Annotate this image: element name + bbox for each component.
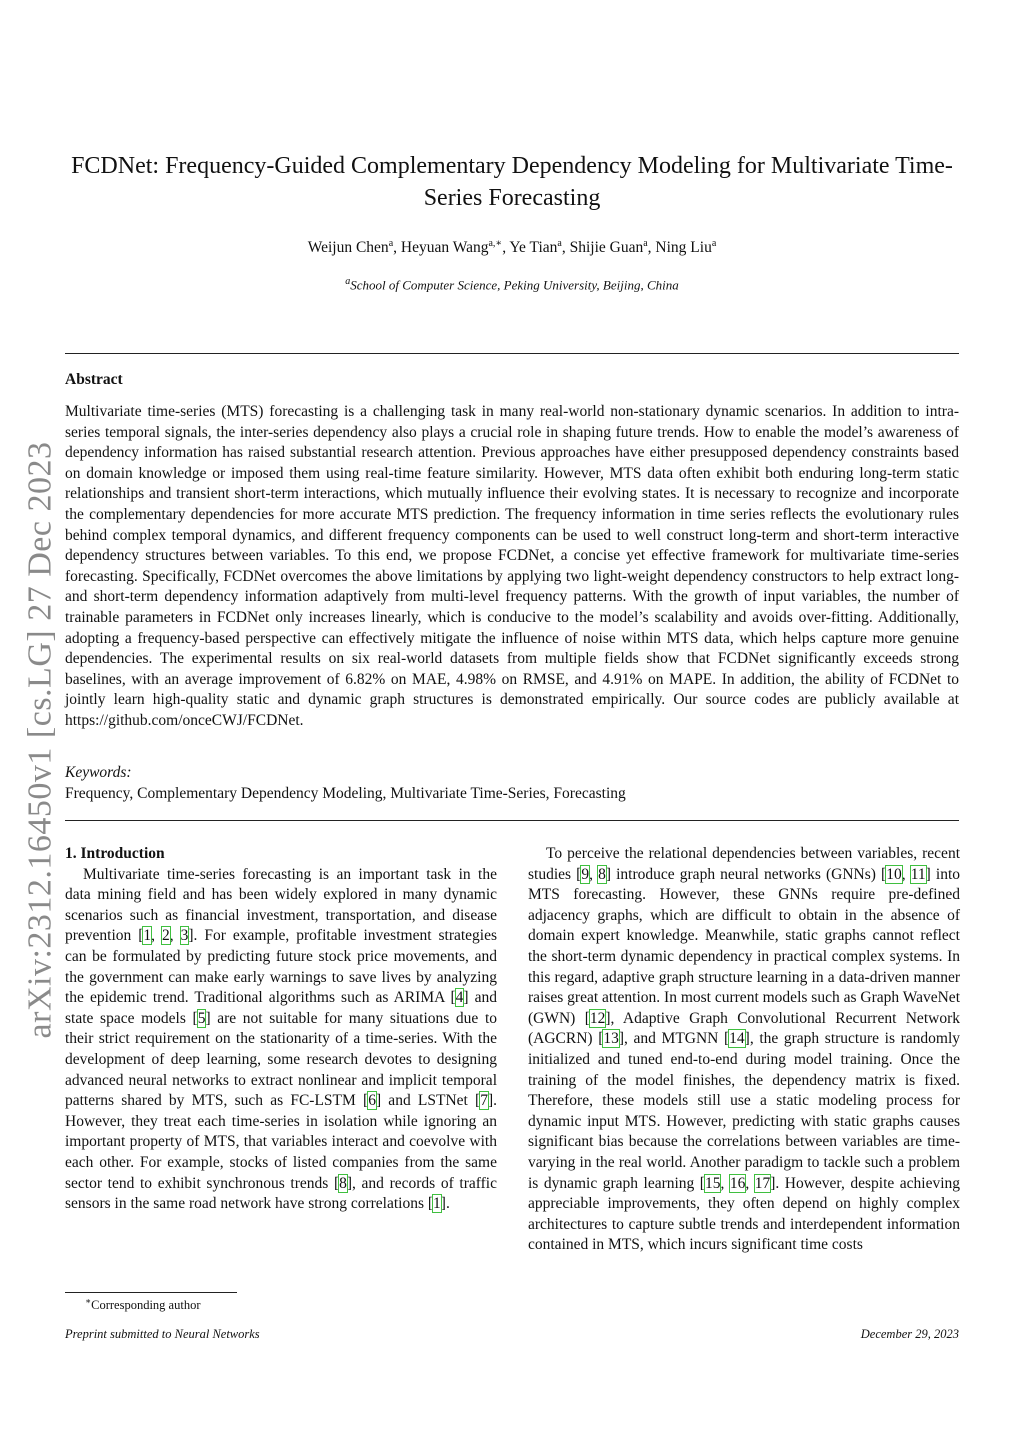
footer-journal: Preprint submitted to Neural Networks	[65, 1327, 260, 1341]
author-affiliation-marker: a	[643, 238, 648, 249]
citation-link[interactable]: 9	[581, 865, 590, 883]
citation-link[interactable]: 5	[197, 1009, 206, 1027]
intro-paragraph-left: Multivariate time-series forecasting is an important task in the data mining field and has been widely explored in many dynamic scenarios such as financial investment, transportation, and disease prevention [1, 2, 3]. For example, profitable investment strategies can be formulated by predicting future stock price movements, and the government can make early warnings to save lives by analyzing the epidemic trend. Traditional algorithms such as ARIMA [4] and state space models [5] are not suitable for many situations due to their strict requirement on the stationarity of a time-series. With the development of deep learning, some research devotes to designing advanced neural networks to extract nonlinear and implicit temporal patterns shared by MTS, such as FC-LSTM [6] and LSTNet [7]. However, they treat each time-series in isolation while ignoring an important property of MTS, that variables interact and coevolve with each other. For example, stocks of listed companies from the same sector tend to exhibit synchronous trends [8], and records of traffic sensors in the same road network have strong correlations [1].	[65, 865, 498, 1213]
author-affiliation-marker: a	[388, 238, 394, 249]
citation-link[interactable]: 14	[729, 1030, 745, 1048]
abstract-text: Multivariate time-series (MTS) forecasting is a challenging task in many real-world non-stationary dynamic scenarios. In addition to intra-series temporal signals, the inter-series dependency also plays a crucial role in shaping future trends. How to enable the model’s awareness of dependency information has raised substantial research attention. Previous approaches have either presupposed dependency constraints based on domain knowledge or imposed them using real-time feature similarity. However, MTS data often exhibit both enduring long-term static relationships and transient short-term interactions, which mutually influence their evolving states. It is necessary to recognize and incorporate the complementary dependencies for more accurate MTS prediction. The frequency information in time series reflects the evolutionary rules behind complex temporal dynamics, and different frequency components can be used to well construct long-term and short-term interactive dependency structures between variables. To this end, we propose FCDNet, a concise yet effective framework for multivariate time-series forecasting. Specifically, FCDNet overcomes the above limitations by applying two light-weight dependency constructors to help extract long- and short-term dependency information adaptively from multi-level frequency patterns. With the growth of input variables, the number of trainable parameters in FCDNet only increases linearly, which is conducive to the model’s scalability and avoids over-fitting. Additionally, adopting a frequency-based perspective can effectively mitigate the influence of noise within MTS data, which helps capture more genuine dependencies. The experimental results on six real-world datasets from multiple fields show that FCDNet significantly exceeds strong baselines, with an average improvement of 6.82% on MAE, 4.98% on RMSE, and 4.91% on MAPE. In addition, the ability of FCDNet to jointly learn high-quality static and dynamic graph structures is demonstrated empirically. Our source codes are publicly available at https://github.com/onceCWJ/FCDNet.	[65, 403, 959, 729]
arxiv-identifier	[12, 441, 68, 1039]
citation-link[interactable]: 13	[603, 1030, 619, 1048]
citation-link[interactable]: 11	[910, 865, 926, 883]
intro-paragraph-right: To perceive the relational dependencies between variables, recent studies [9, 8] introduce graph neural networks (GNNs) [10, 11] into MTS forecasting. However, these GNNs require pre-defined adjacency graphs, which are difficult to obtain in the absence of domain expert knowledge. Meanwhile, static graphs cannot reflect the short-term dynamic dependency in practical complex systems. In this regard, adaptive graph structure learning in a data-driven manner raises great attention. In most current models such as Graph WaveNet (GWN) [12], Adaptive Graph Convolutional Recurrent Network (AGCRN) [13], and MTGNN [14], the graph structure is randomly initialized and tuned end-to-end during model training. Once the training of the model finishes, the dependency matrix is fixed. Therefore, these models still use a static modeling process for dynamic input MTS. However, predicting with static graphs causes significant bias because the correlations between variables are time-varying in the real world. Another paradigm to tackle such a problem is dynamic graph learning [15, 16, 17]. However, despite achieving appreciable improvements, they often depend on highly complex architectures to capture subtle trends and interdependent information contained in MTS, which incurs significant time costs	[528, 845, 961, 1254]
keywords-heading: Keywords:	[65, 764, 132, 781]
citation-link[interactable]: 16	[729, 1174, 746, 1192]
author-affiliation-marker: a	[557, 238, 562, 249]
footnote-rule	[65, 1292, 237, 1293]
paper-title: FCDNet: Frequency-Guided Complementary Dependency Modeling for Multivariate Time-Series Forecasting	[71, 153, 953, 211]
affiliation-marker: a	[345, 276, 351, 287]
author-list: Weijun Chen$^a$, Heyuan Wang$^{a,∗}$, Ye Tian$^a$, Shijie Guan$^a$, Ning Liu$^a$	[307, 238, 717, 257]
footnote	[85, 1296, 200, 1313]
citation-link[interactable]: 8	[339, 1174, 347, 1192]
citation-link[interactable]: 8	[598, 865, 606, 883]
left-column	[65, 844, 497, 1215]
citation-link[interactable]: 3	[180, 927, 189, 945]
citation-link[interactable]: 4	[455, 989, 464, 1007]
author-name: Heyuan Wang	[400, 239, 489, 257]
citation-link[interactable]: 15	[704, 1174, 721, 1192]
section-heading-introduction: 1. Introduction	[65, 845, 165, 862]
citation-link[interactable]: 2	[162, 927, 170, 945]
keywords-list: Frequency, Complementary Dependency Modeling, Multivariate Time-Series, Forecasting	[65, 785, 626, 802]
affiliation-text: School of Computer Science, Peking University, Beijing, China	[350, 277, 679, 293]
footer-date: December 29, 2023	[860, 1327, 959, 1341]
author-affiliation-marker: a	[711, 238, 717, 249]
footnote-marker: ∗	[85, 1296, 92, 1306]
author-name: Weijun Chen	[307, 239, 389, 257]
author-affiliation-marker: a,∗	[488, 238, 503, 249]
citation-link[interactable]: 1	[433, 1195, 441, 1213]
citation-link[interactable]: 12	[589, 1009, 606, 1027]
citation-link[interactable]: 7	[480, 1092, 488, 1110]
abstract-bottom-rule	[65, 820, 959, 821]
abstract-heading: Abstract	[65, 371, 123, 388]
citation-link[interactable]: 1	[143, 927, 152, 945]
author-name: Ye Tian	[509, 239, 558, 257]
right-column	[528, 844, 960, 1256]
author-name: Shijie Guan	[569, 239, 644, 257]
citation-link[interactable]: 10	[886, 865, 902, 883]
author-name: Ning Liu	[655, 239, 712, 257]
top-rule	[65, 353, 959, 354]
affiliation	[65, 276, 959, 293]
arxiv-identifier-text: arXiv:2312.16450v1 [cs.LG] 27 Dec 2023	[21, 441, 59, 1039]
citation-link[interactable]: 17	[754, 1174, 771, 1192]
footnote-text: Corresponding author	[91, 1298, 201, 1313]
citation-link[interactable]: 6	[368, 1092, 376, 1110]
